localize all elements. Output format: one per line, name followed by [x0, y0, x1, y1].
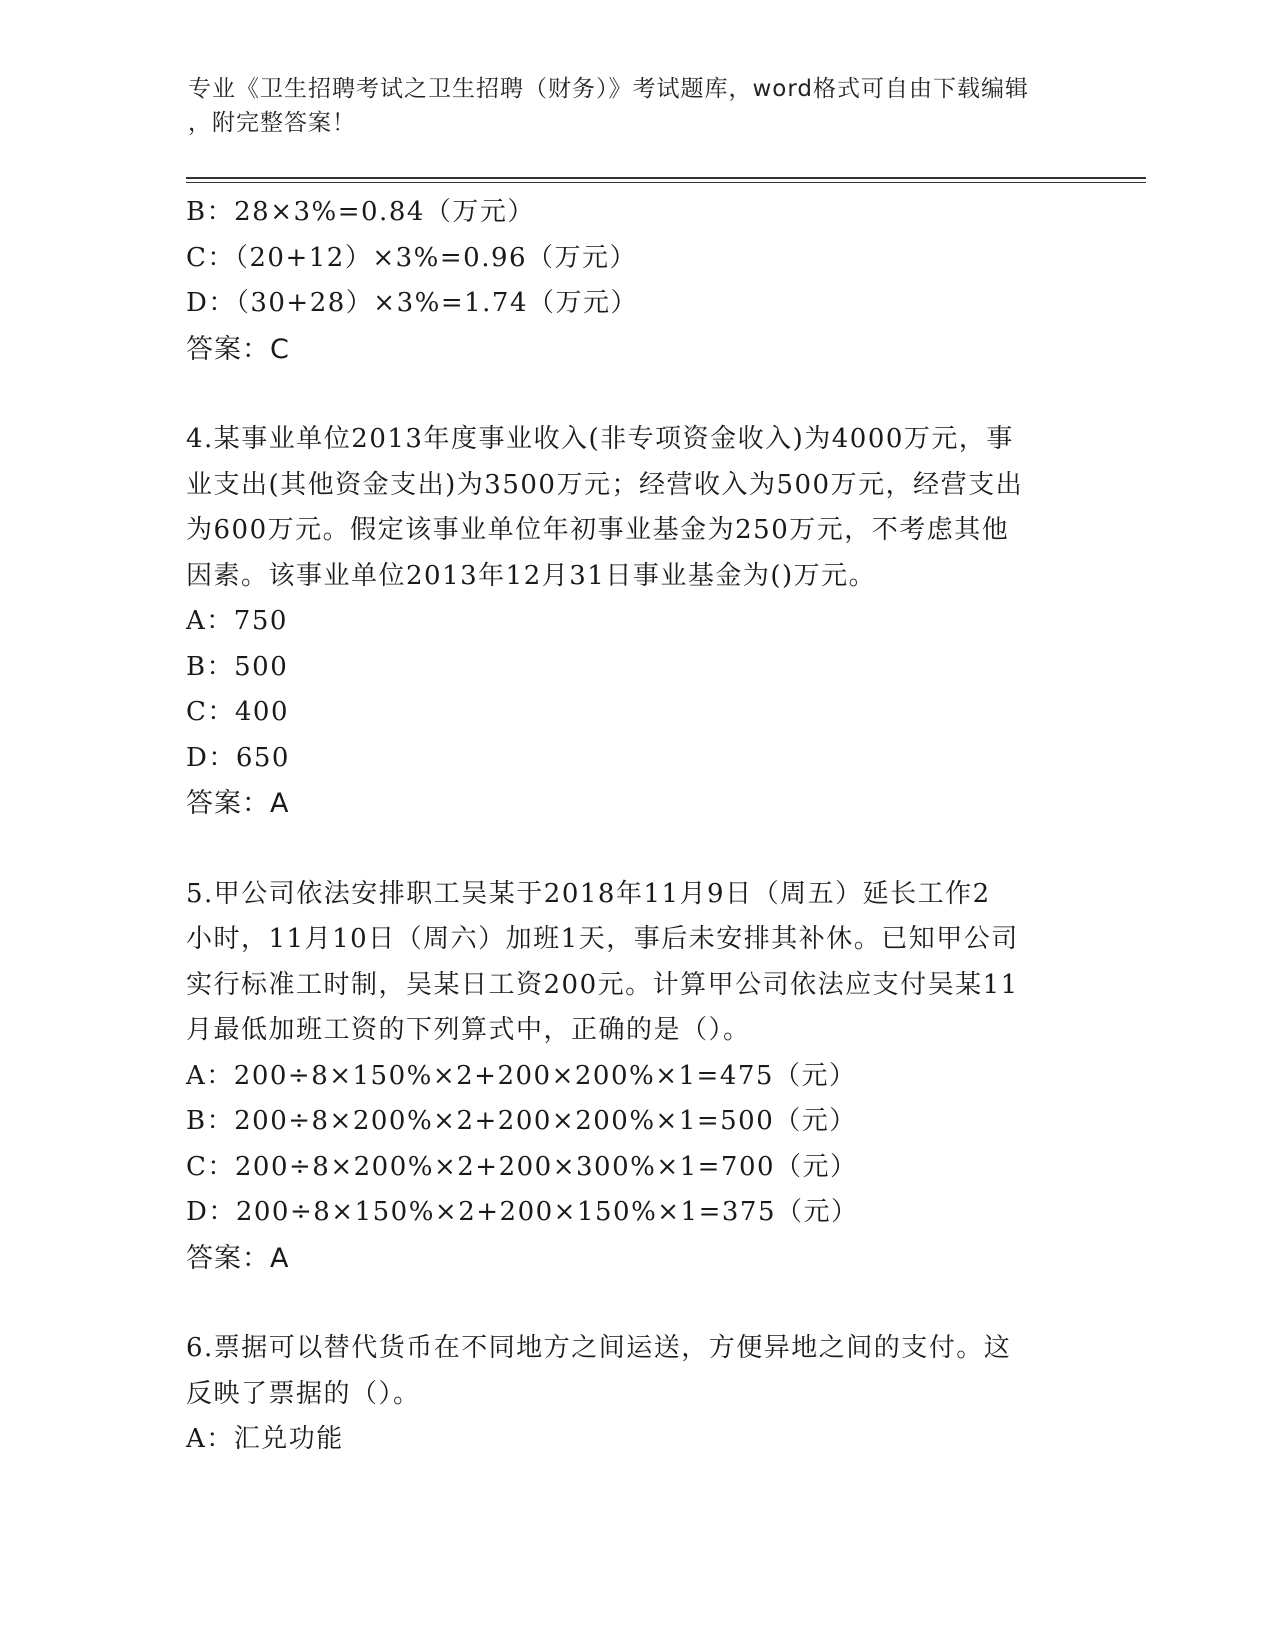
document-header	[188, 72, 1068, 140]
question-text-line: 业支出(其他资金支出)为3500万元；经营收入为500万元，经营支出	[186, 469, 1024, 500]
question-text-line: 为600万元。假定该事业单位年初事业基金为250万元，不考虑其他	[186, 515, 1010, 545]
question-text-line: 月最低加班工资的下列算式中，正确的是（）。	[186, 1015, 751, 1045]
option-c: C：400	[186, 697, 290, 727]
question-6	[186, 1326, 1086, 1463]
question-text-line: 6.票据可以替代货币在不同地方之间运送，方便异地之间的支付。这	[186, 1333, 1012, 1363]
question-text-line: 因素。该事业单位2013年12月31日事业基金为()万元。	[186, 560, 877, 591]
question-text-line: 5.甲公司依法安排职工吴某于2018年11月9日（周五）延长工作2	[186, 878, 991, 909]
answer-label: 答案：A	[186, 788, 290, 819]
question-3-tail	[186, 190, 1086, 372]
header-divider	[186, 177, 1146, 183]
option-a: A：750	[186, 606, 288, 636]
option-a: A：汇兑功能	[186, 1424, 344, 1454]
answer-label: 答案：A	[186, 1242, 290, 1274]
question-4	[186, 417, 1086, 827]
spacer	[186, 1281, 1086, 1326]
question-text-line: 实行标准工时制，吴某日工资200元。计算甲公司依法应支付吴某11	[186, 969, 1019, 1000]
header-title-line-1: 专业《卫生招聘考试之卫生招聘（财务）》考试题库，word格式可自由下载编辑	[188, 76, 1030, 102]
question-list	[186, 190, 1086, 1463]
header-title-line-2: ，附完整答案！	[188, 110, 356, 136]
option-d: D：（30+28）×3%=1.74（万元）	[186, 288, 639, 318]
question-5	[186, 872, 1086, 1282]
option-d: D：200÷8×150%×2+200×150%×1=375（元）	[186, 1197, 859, 1227]
spacer	[186, 827, 1086, 872]
option-b: B：500	[186, 651, 289, 682]
option-a: A：200÷8×150%×2+200×200%×1=475（元）	[186, 1060, 857, 1091]
answer-label: 答案：C	[186, 333, 290, 365]
question-text-line: 4.某事业单位2013年度事业收入(非专项资金收入)为4000万元，事	[186, 424, 1014, 454]
option-c: C：200÷8×200%×2+200×300%×1=700（元）	[186, 1151, 858, 1182]
option-c: C：（20+12）×3%=0.96（万元）	[186, 242, 638, 273]
option-b: B：28×3%=0.84（万元）	[186, 197, 535, 227]
option-d: D：650	[186, 742, 290, 773]
option-b: B：200÷8×200%×2+200×200%×1=500（元）	[186, 1106, 857, 1136]
spacer	[186, 372, 1086, 417]
question-text-line: 反映了票据的（）。	[186, 1378, 421, 1409]
question-text-line: 小时，11月10日（周六）加班1天，事后未安排其补休。已知甲公司	[186, 924, 1019, 954]
